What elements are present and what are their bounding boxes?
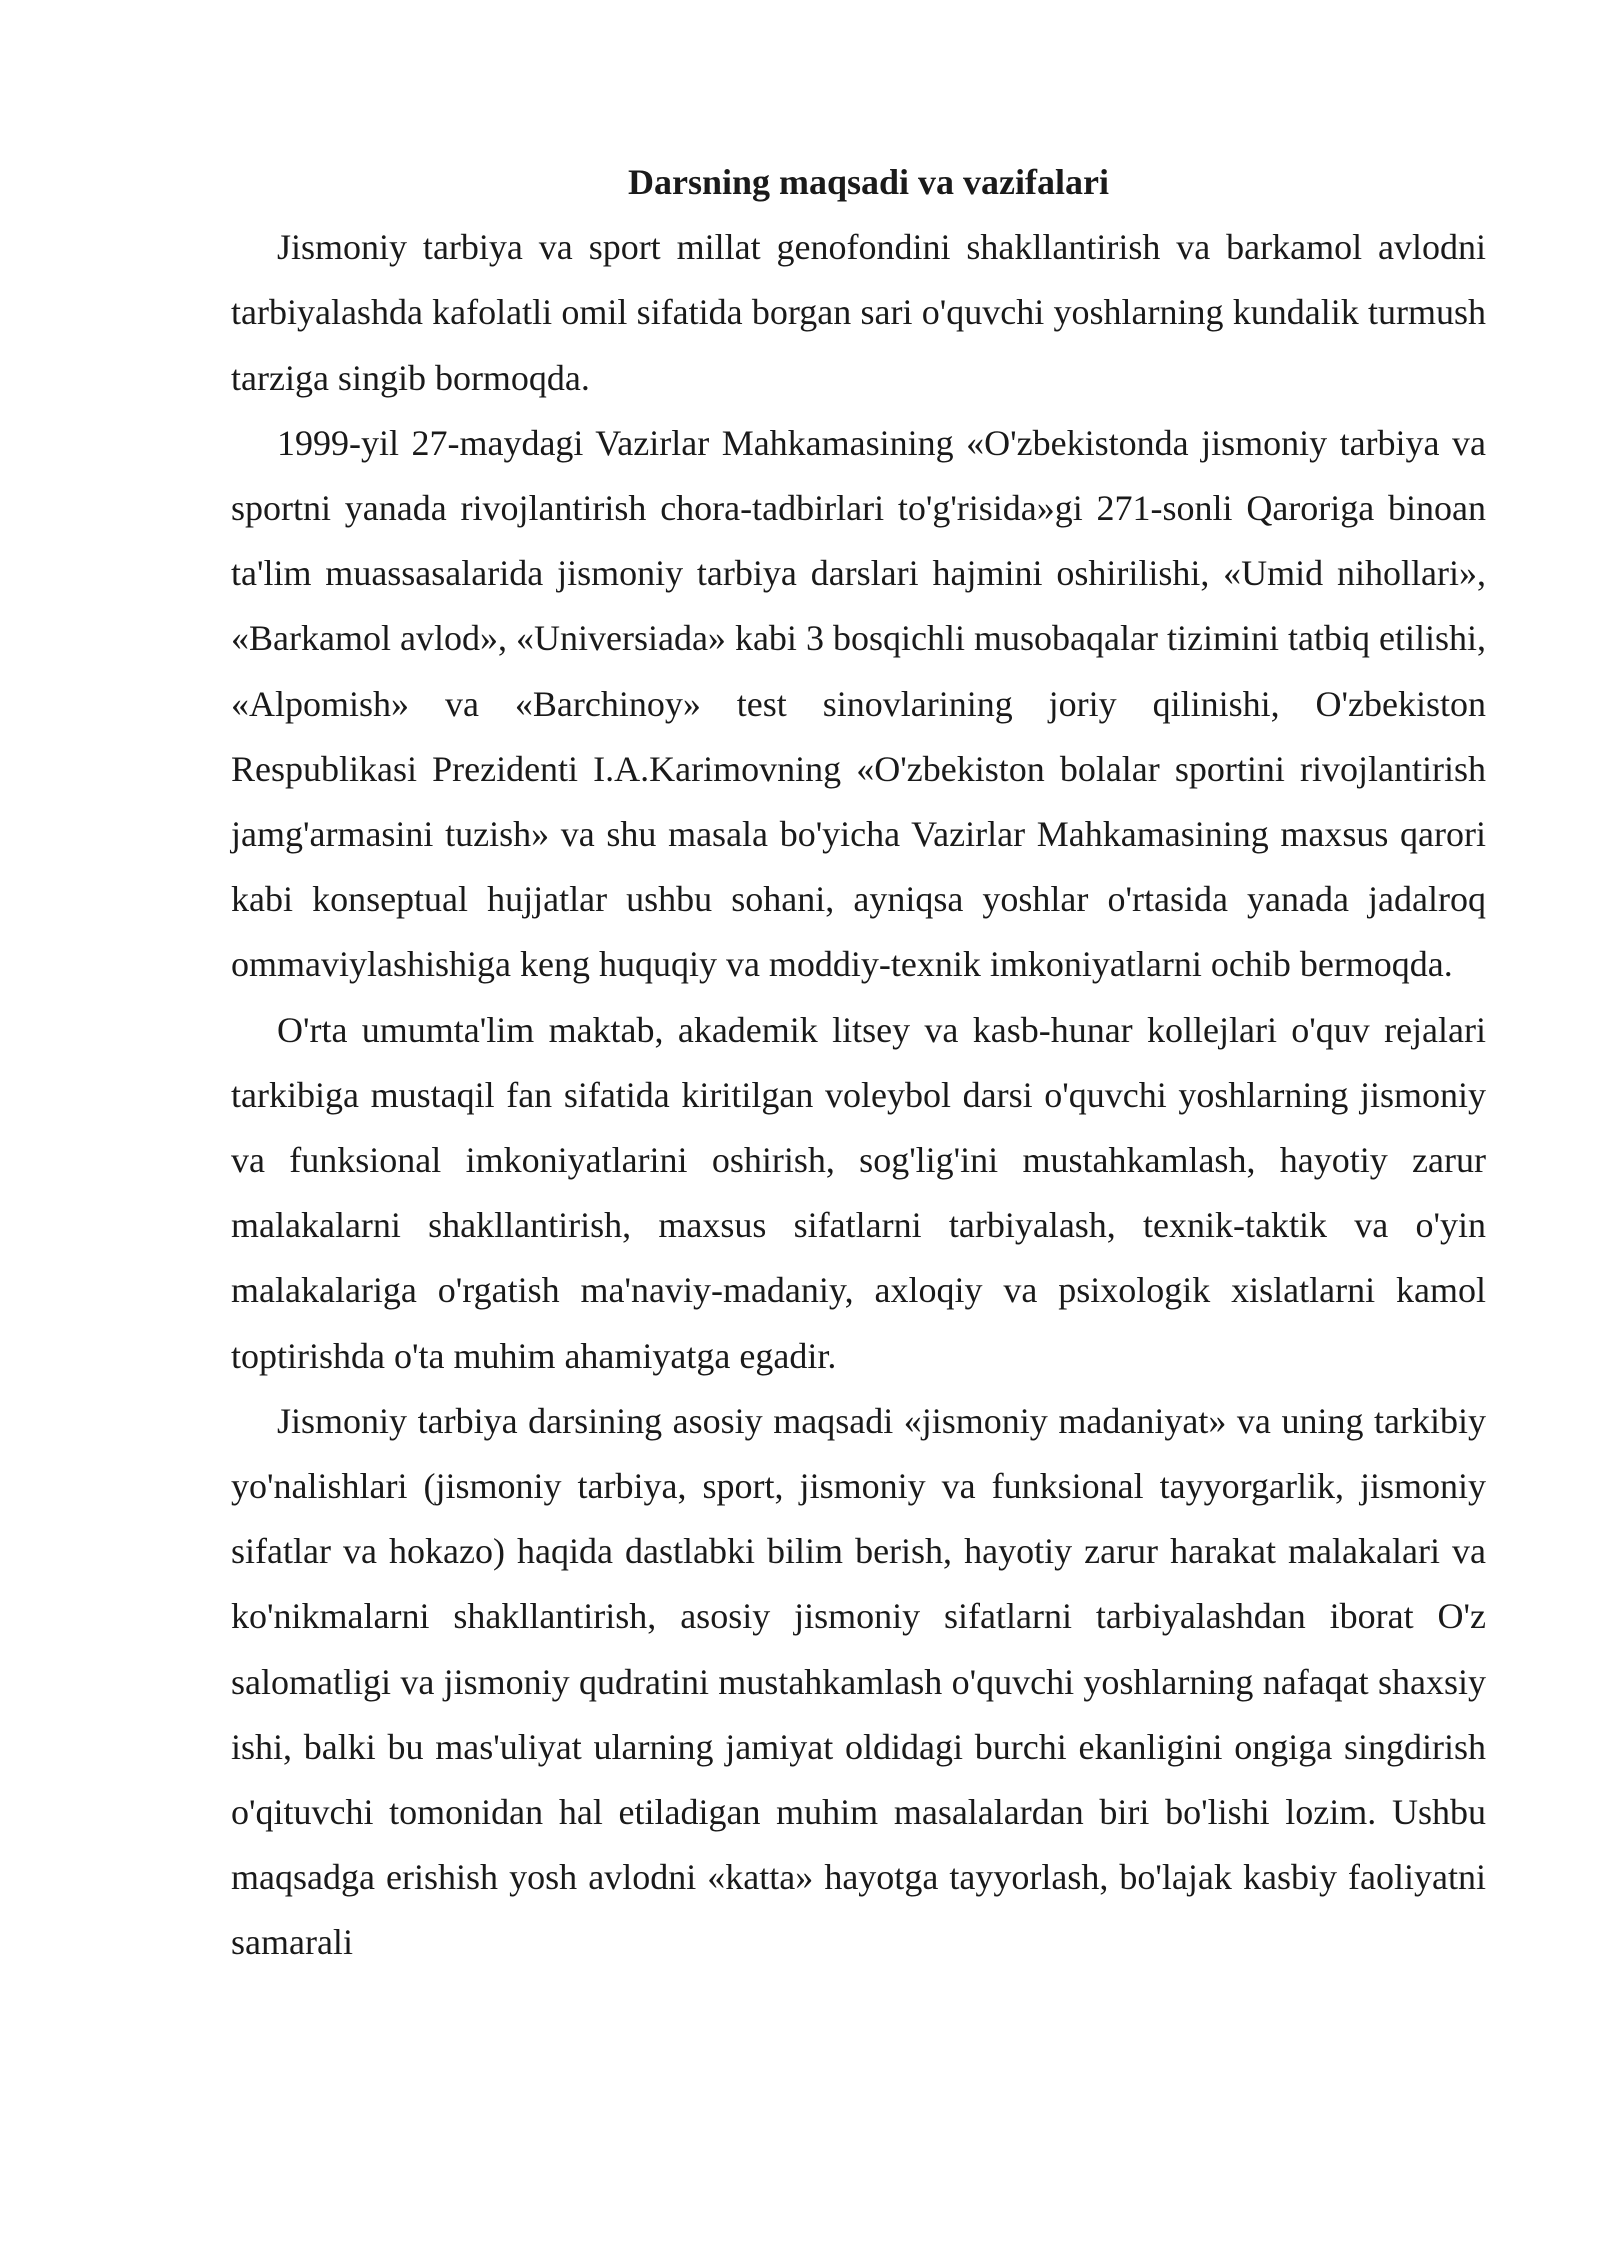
document-page [231, 150, 1486, 1976]
paragraph-1: Jismoniy tarbiya va sport millat genofondini shakllantirish va barkamol avlodni tarbiyalashda kafolatli omil sifatida borgan sari o'quvchi yoshlarning kundalik turmush tarziga singib bormoqda. [231, 227, 1486, 398]
paragraph-3: O'rta umumta'lim maktab, akademik litsey va kasb-hunar kollejlari o'quv rejalari tarkibiga mustaqil fan sifatida kiritilgan voleybol darsi o'quvchi yoshlarning jismoniy va funksional imkoniyatlarini oshirish, sog'lig'ini mustahkamlash, hayotiy zarur malakalarni shakllantirish, maxsus sifatlarni tarbiyalash, texnik-taktik va o'yin malakalariga o'rgatish ma'naviy-madaniy, axloqiy va psixologik xislatlarni kamol toptirishda o'ta muhim ahamiyatga egadir. [231, 1009, 1486, 1376]
paragraph-2: 1999-yil 27-maydagi Vazirlar Mahkamasining «O'zbekistonda jismoniy tarbiya va sportni yanada rivojlantirish chora-tadbirlari to'g'risida»gi 271-sonli Qaroriga binoan ta'lim muassasalarida jismoniy tarbiya darslari hajmini oshirilishi, «Umid nihollari», «Barkamol avlod», «Universiada» kabi 3 bosqichli musobaqalar tizimini tatbiq etilishi, «Alpomish» va «Barchinoy» test sinovlarining joriy qilinishi, O'zbekiston Respublikasi Prezidenti I.A.Karimovning «O'zbekiston bolalar sportini rivojlantirish jamg'armasini tuzish» va shu masala bo'yicha Vazirlar Mahkamasining maxsus qarori kabi konseptual hujjatlar ushbu sohani, ayniqsa yoshlar o'rtasida yanada jadalroq ommaviylashishiga keng huquqiy va moddiy-texnik imkoniyatlarni ochib bermoqda. [231, 422, 1486, 985]
document-title: Darsning maqsadi va vazifalari [627, 162, 1110, 202]
paragraph-4: Jismoniy tarbiya darsining asosiy maqsadi «jismoniy madaniyat» va uning tarkibiy yo'nalishlari (jismoniy tarbiya, sport, jismoniy va funksional tayyorgarlik, jismoniy sifatlar va hokazo) haqida dastlabki bilim berish, hayotiy zarur harakat malakalari va ko'nikmalarni shakllantirish, asosiy jismoniy sifatlarni tarbiyalashdan iborat O'z salomatligi va jismoniy qudratini mustahkamlash o'quvchi yoshlarning nafaqat shaxsiy ishi, balki bu mas'uliyat ularning jamiyat oldidagi burchi ekanligini ongiga singdirish o'qituvchi tomonidan hal etiladigan muhim masalalardan biri bo'lishi lozim. Ushbu maqsadga erishish yosh avlodni «katta» hayotga tayyorlash, bo'lajak kasbiy faoliyatni samarali [231, 1400, 1486, 1963]
